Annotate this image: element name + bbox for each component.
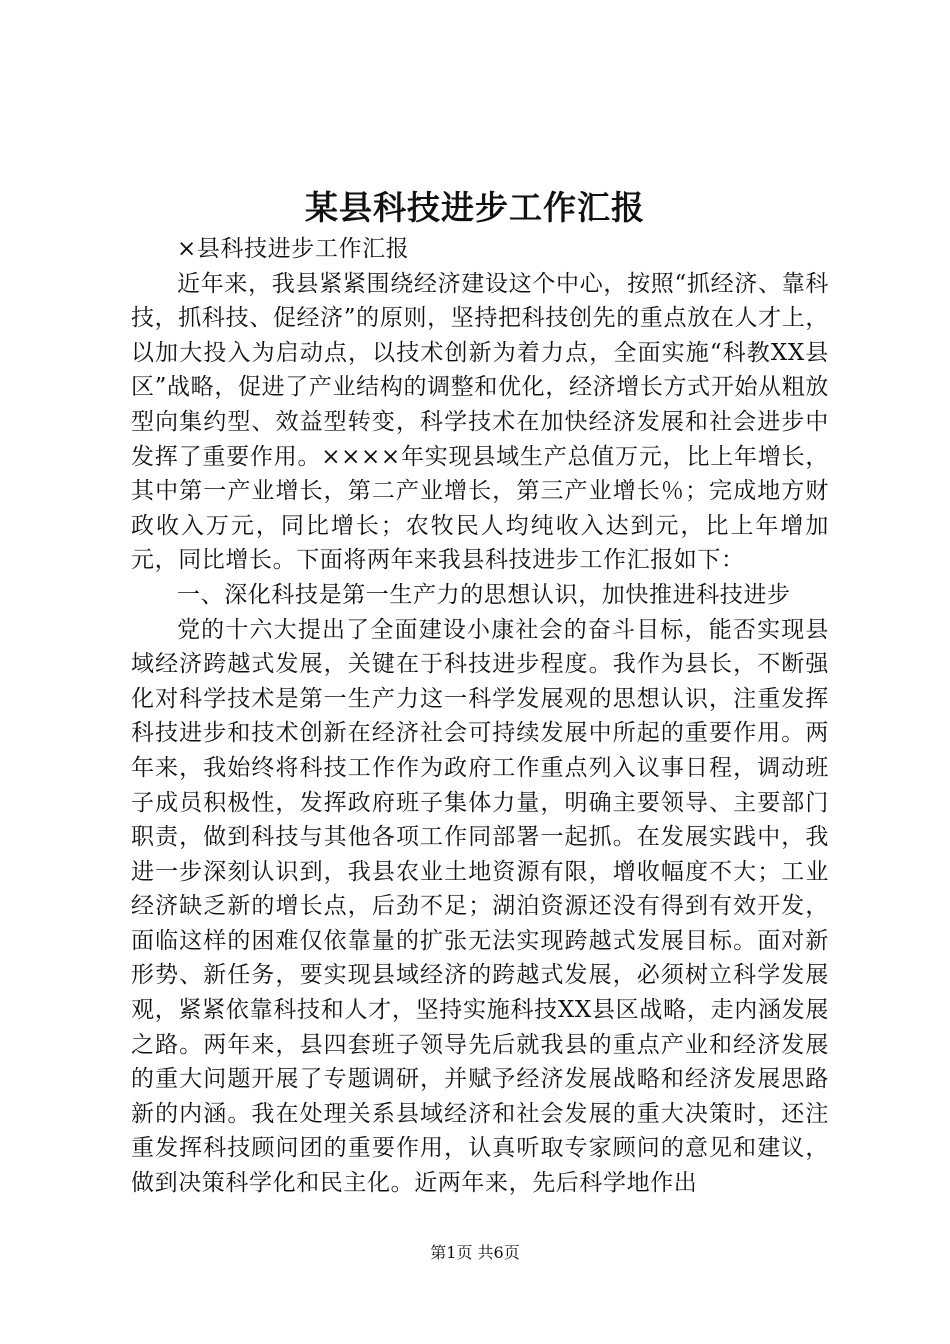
document-title: 某县科技进步工作汇报 xyxy=(305,188,645,227)
document-body xyxy=(131,232,829,1201)
intro-paragraph: 近年来，我县紧紧围绕经济建设这个中心，按照“抓经济、靠科技，抓科技、促经济”的原则，坚持把科技创先的重点放在人才上，以加大投入为启动点，以技术创新为着力点，全面实施“科教XX县区”战略，促进了产业结构的调整和优化，经济增长方式开始从粗放型向集约型、效益型转变，科学技术在加快经济发展和社会进步中发挥了重要作用。××××年实现县域生产总值万元，比上年增长，其中第一产业增长，第二产业增长，第三产业增长％；完成地方财政收入万元，同比增长；农牧民人均纯收入达到元，比上年增加元，同比增长。下面将两年来我县科技进步工作汇报如下： xyxy=(131,270,829,574)
section-heading: 一、深化科技是第一生产力的思想认识，加快推进科技进步 xyxy=(177,581,791,608)
page-footer: 第1页 共6页 xyxy=(430,1243,520,1262)
body-paragraph: 党的十六大提出了全面建设小康社会的奋斗目标，能否实现县域经济跨越式发展，关键在于科技进步程度。我作为县长，不断强化对科学技术是第一生产力这一科学发展观的思想认识，注重发挥科技进步和技术创新在经济社会可持续发展中所起的重要作用。两年来，我始终将科技工作作为政府工作重点列入议事日程，调动班子成员积极性，发挥政府班子集体力量，明确主要领导、主要部门职责，做到科技与其他各项工作同部署一起抓。在发展实践中，我进一步深刻认识到，我县农业土地资源有限，增收幅度不大；工业经济缺乏新的增长点，后劲不足；湖泊资源还没有得到有效开发，面临这样的困难仅依靠量的扩张无法实现跨越式发展目标。面对新形势、新任务，要实现县域经济的跨越式发展，必须树立科学发展观，紧紧依靠科技和人才，坚持实施科技XX县区战略，走内涵发展之路。两年来，县四套班子领导先后就我县的重点产业和经济发展的重大问题开展了专题调研，并赋予经济发展战略和经济发展思路新的内涵。我在处理关系县域经济和社会发展的重大决策时，还注重发挥科技顾问团的重要作用，认真听取专家顾问的意见和建议，做到决策科学化和民主化。近两年来，先后科学地作出 xyxy=(131,616,829,1197)
subtitle-paragraph: ×县科技进步工作汇报 xyxy=(177,236,410,262)
